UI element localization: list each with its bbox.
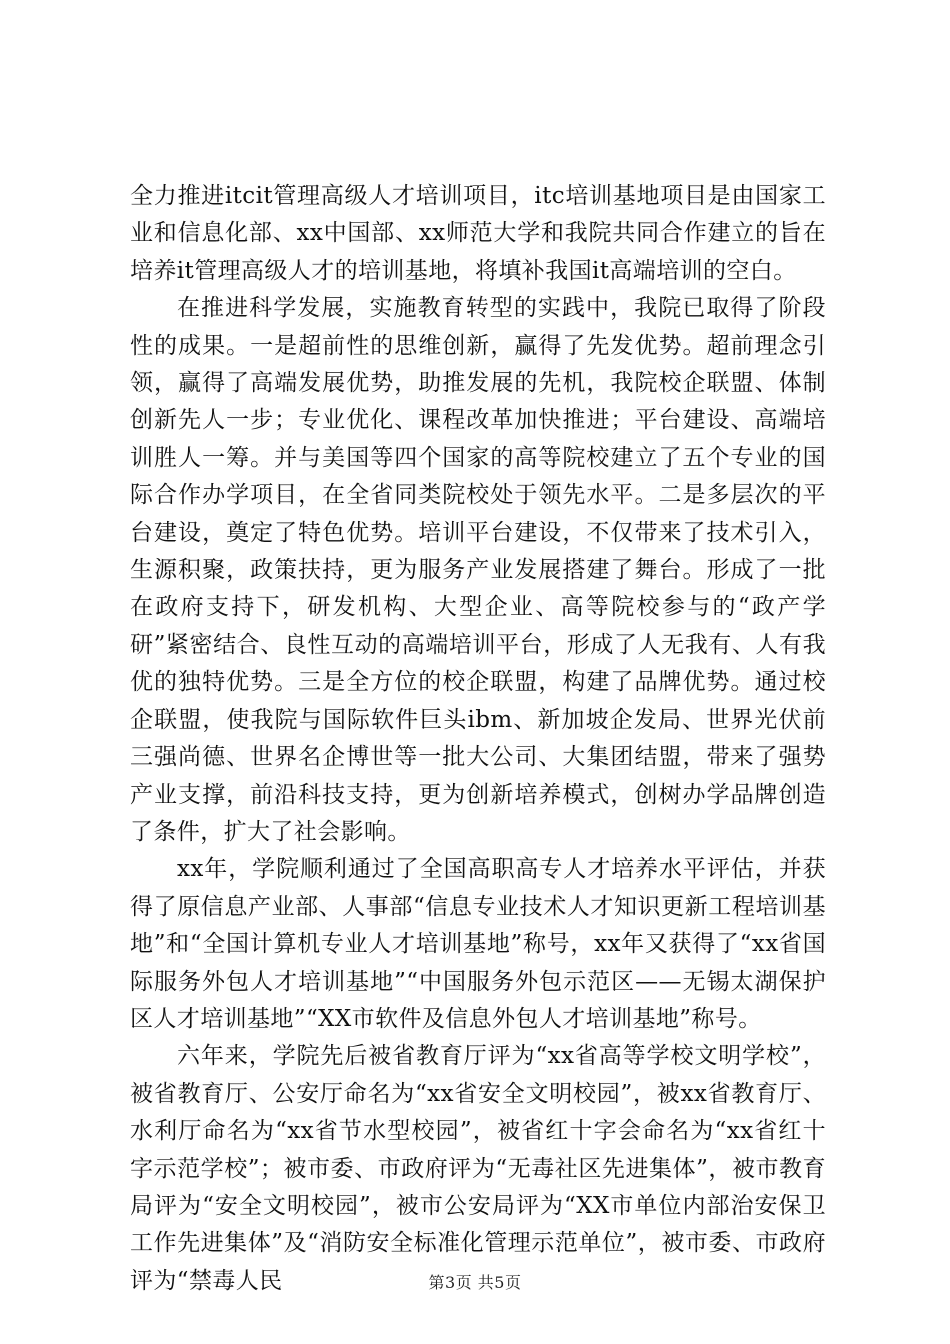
page-number-footer: 第3页 共5页	[428, 1273, 522, 1292]
paragraph-4: 六年来，学院先后被省教育厅评为“xx省高等学校文明学校”，被省教育厅、公安厅命名为“xx省安全文明校园”，被xx省教育厅、水利厅命名为“xx省节水型校园”，被省红十字会命名为“xx省红十字示范学校”；被市委、市政府评为“无毒社区先进集体”，被市教育局评为“安全文明校园”，被市公安局评为“XX市单位内部治安保卫工作先进集体”及“消防安全标准化管理示范单位”，被市委、市政府评为“禁毒人民	[130, 1043, 826, 1294]
document-body	[130, 178, 826, 1300]
paragraph-1: 全力推进itcit管理高级人才培训项目，itc培训基地项目是由国家工业和信息化部、xx中国部、xx师范大学和我院共同合作建立的旨在培养it管理高级人才的培训基地，将填补我国it高端培训的空白。	[130, 183, 826, 284]
paragraph-3: xx年，学院顺利通过了全国高职高专人才培养水平评估，并获得了原信息产业部、人事部“信息专业技术人才知识更新工程培训基地”和“全国计算机专业人才培训基地”称号，xx年又获得了“xx省国际服务外包人才培训基地”“中国服务外包示范区——无锡太湖保护区人才培训基地”“XX市软件及信息外包人才培训基地”称号。	[130, 856, 826, 1032]
paragraph-2: 在推进科学发展，实施教育转型的实践中，我院已取得了阶段性的成果。一是超前性的思维创新，赢得了先发优势。超前理念引领，赢得了高端发展优势，助推发展的先机，我院校企联盟、体制创新先人一步；专业优化、课程改革加快推进；平台建设、高端培训胜人一筹。并与美国等四个国家的高等院校建立了五个专业的国际合作办学项目，在全省同类院校处于领先水平。二是多层次的平台建设，奠定了特色优势。培训平台建设，不仅带来了技术引入，生源积聚，政策扶持，更为服务产业发展搭建了舞台。形成了一批在政府支持下，研发机构、大型企业、高等院校参与的“政产学研”紧密结合、良性互动的高端培训平台，形成了人无我有、人有我优的独特优势。三是全方位的校企联盟，构建了品牌优势。通过校企联盟，使我院与国际软件巨头ibm、新加坡企发局、世界光伏前三强尚德、世界名企博世等一批大公司、大集团结盟，带来了强势产业支撑，前沿科技支持，更为创新培养模式，创树办学品牌创造了条件，扩大了社会影响。	[130, 295, 826, 845]
